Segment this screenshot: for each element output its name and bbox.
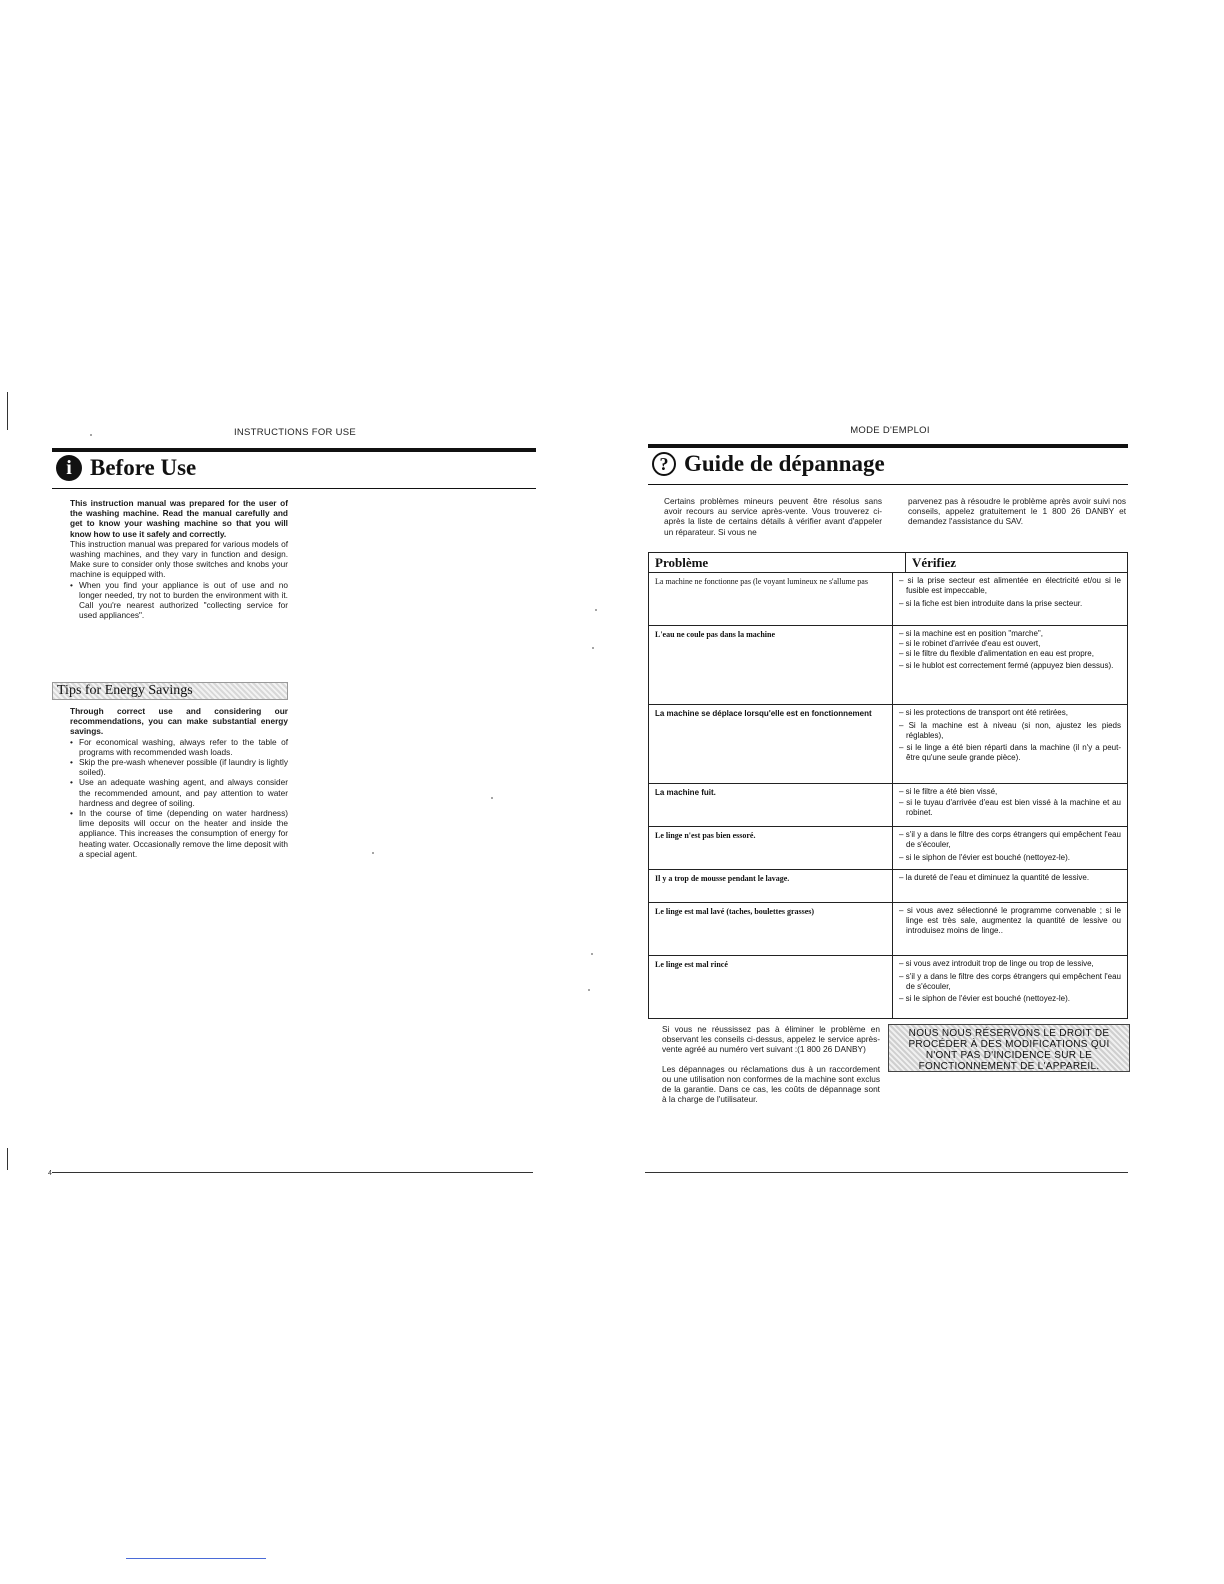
footer-paragraph-1: Si vous ne réussissez pas à éliminer le problème en observant les conseils ci-dessus, appelez le service après-vente agréé au numéro vert suivant :(1 800 26 DANBY) bbox=[662, 1024, 880, 1055]
intro-paragraph: This instruction manual was prepared for various models of washing machines, and they vary in function and design. Make sure to consider only those switches and knobs your machine is equipped with. bbox=[70, 538, 288, 580]
problem-cell: Le linge n'est pas bien essoré. bbox=[649, 827, 893, 869]
check-item: – si le filtre a été bien vissé, bbox=[899, 787, 998, 796]
check-item: – si le hublot est correctement fermé (appuyez bien dessus). bbox=[899, 661, 1114, 671]
scan-speck bbox=[591, 953, 593, 955]
left-title-rule bbox=[52, 488, 536, 489]
energy-bold-paragraph: Through correct use and considering our recommendations, you can make substantial energy savings. bbox=[70, 706, 288, 737]
problem-cell: Il y a trop de mousse pendant le lavage. bbox=[649, 870, 893, 902]
modification-notice: NOUS NOUS RÉSERVONS LE DROIT DE PROCÉDER À DES MODIFICATIONS QUI N'ONT PAS D'INCIDENCE SUR LE FONCTIONNEMENT DE L'APPAREIL. bbox=[888, 1024, 1130, 1072]
check-cell bbox=[893, 827, 1127, 869]
check-item: – la dureté de l'eau et diminuez la quantité de lessive. bbox=[899, 873, 1090, 882]
list-item: • Use an adequate washing agent, and always consider the recommended amount, and pay attention to water hardness and degree of soiling. bbox=[70, 777, 288, 808]
intro-bullet-list bbox=[70, 580, 288, 621]
right-page-title bbox=[652, 451, 885, 477]
intro-col1-text: Certains problèmes mineurs peuvent être résolus sans avoir recours au service après-vente. Vous trouverez ci-après la liste de certains détails à vérifier avant d'appeler un réparateur. Si vous ne bbox=[664, 496, 882, 537]
scan-speck bbox=[491, 797, 493, 799]
problem-cell: La machine se déplace lorsqu'elle est en fonctionnement bbox=[649, 705, 893, 783]
table-row bbox=[649, 827, 1127, 870]
problem-cell: L'eau ne coule pas dans la machine bbox=[649, 626, 893, 704]
page-edge-line bbox=[7, 1148, 8, 1170]
check-item: – s'il y a dans le filtre des corps étrangers qui empêchent l'eau de s'écouler, bbox=[899, 971, 1121, 991]
energy-savings-section-title bbox=[52, 682, 288, 700]
problem-cell: Le linge est mal rincé bbox=[649, 956, 893, 1018]
check-item: – si la fiche est bien introduite dans la prise secteur. bbox=[899, 598, 1083, 608]
list-item: • Skip the pre-wash whenever possible (if laundry is lightly soiled). bbox=[70, 757, 288, 777]
check-cell bbox=[893, 870, 1127, 902]
check-item: – si la machine est en position "marche", bbox=[899, 629, 1043, 638]
intro-bold-paragraph: This instruction manual was prepared for the user of the washing machine. Read the manual carefully and get to know your washing machine so that you will know how to use it safely and correctly. bbox=[70, 498, 288, 539]
left-page-title bbox=[56, 455, 196, 481]
problem-cell: La machine fuit. bbox=[649, 784, 893, 826]
check-cell bbox=[893, 573, 1127, 625]
energy-bullet-list bbox=[70, 737, 288, 859]
list-item: • When you find your appliance is out of use and no longer needed, try not to burden the environment with it. Call you're nearest authorized "collecting service for used appliances". bbox=[70, 580, 288, 621]
check-cell bbox=[893, 956, 1127, 1018]
list-item: • In the course of time (depending on water hardness) lime deposits will occur on the heater and inside the appliance. This increases the consumption of energy for heating water. Occasionally remove the lime deposit with a special agent. bbox=[70, 808, 288, 859]
table-row bbox=[649, 784, 1127, 827]
check-item: – si le tuyau d'arrivée d'eau est bien vissé à la machine et au robinet. bbox=[899, 797, 1121, 817]
right-intro-col1 bbox=[664, 496, 882, 543]
table-row bbox=[649, 705, 1127, 784]
right-title-text: Guide de dépannage bbox=[684, 451, 885, 476]
check-item: – si le robinet d'arrivée d'eau est ouvert, bbox=[899, 638, 1041, 648]
check-item: – Si la machine est à niveau (si non, ajustez les pieds réglables), bbox=[899, 720, 1121, 740]
right-page-header: MODE D'EMPLOI bbox=[850, 425, 930, 436]
check-item: – si les protections de transport ont été retirées, bbox=[899, 708, 1068, 717]
check-cell bbox=[893, 903, 1127, 955]
check-cell bbox=[893, 784, 1127, 826]
scan-underline-mark bbox=[126, 1558, 266, 1559]
table-header bbox=[649, 553, 1127, 573]
table-row bbox=[649, 573, 1127, 626]
check-item: – si vous avez introduit trop de linge ou trop de lessive, bbox=[899, 959, 1094, 968]
check-item: – s'il y a dans le filtre des corps étrangers qui empêchent l'eau de s'écouler, bbox=[899, 830, 1121, 849]
left-footer-rule bbox=[52, 1172, 533, 1173]
right-footer-rule bbox=[645, 1172, 1128, 1173]
scan-speck bbox=[588, 989, 590, 991]
scan-speck bbox=[372, 852, 374, 854]
check-item: – si le siphon de l'évier est bouché (nettoyez-le). bbox=[899, 994, 1070, 1004]
problem-cell: Le linge est mal lavé (taches, boulettes grasses) bbox=[649, 903, 893, 955]
right-footer-column bbox=[662, 1024, 880, 1110]
scan-speck bbox=[595, 609, 597, 611]
info-icon: i bbox=[56, 455, 82, 481]
check-item: – si le siphon de l'évier est bouché (nettoyez-le). bbox=[899, 852, 1070, 862]
check-item: – si vous avez sélectionné le programme convenable ; si le linge est très sale, augmentez la quantité de lessive ou introduisez moins de linge.. bbox=[899, 906, 1121, 935]
header-probleme: Problème bbox=[649, 553, 906, 572]
section-title-text: Tips for Energy Savings bbox=[57, 683, 193, 698]
right-intro-col2 bbox=[908, 496, 1126, 533]
page-edge-line bbox=[7, 392, 8, 430]
table-row bbox=[649, 626, 1127, 705]
left-title-text: Before Use bbox=[90, 455, 197, 480]
troubleshooting-table bbox=[648, 552, 1128, 1019]
header-verifiez: Vérifiez bbox=[912, 555, 957, 570]
table-row bbox=[649, 956, 1127, 1018]
left-energy-column bbox=[70, 706, 288, 859]
left-header-rule bbox=[52, 448, 536, 452]
right-header-rule bbox=[648, 444, 1128, 448]
footer-paragraph-2: Les dépannages ou réclamations dus à un raccordement ou une utilisation non conformes de la machine sont exclus de la garantie. Dans ce cas, les coûts de dépannage sont à la charge de l'utilisateur. bbox=[662, 1063, 880, 1105]
scan-speck bbox=[592, 647, 594, 649]
intro-col2-text: parvenez pas à résoudre le problème après avoir suivi nos conseils, appelez gratuitement le 1 800 26 DANBY et demandez l'assistance du SAV. bbox=[908, 496, 1126, 527]
check-item: – si le filtre du flexible d'alimentation en eau est propre, bbox=[899, 648, 1094, 658]
question-circle-icon: ? bbox=[652, 452, 676, 476]
list-item: • For economical washing, always refer to the table of programs with recommended wash loads. bbox=[70, 737, 288, 757]
check-cell bbox=[893, 626, 1127, 704]
table-row bbox=[649, 903, 1127, 956]
check-item: – si la prise secteur est alimentée en électricité et/ou si le fusible est impeccable, bbox=[899, 576, 1121, 595]
page-number: 4 bbox=[48, 1170, 52, 1177]
check-cell bbox=[893, 705, 1127, 783]
check-item: – si le linge a été bien réparti dans la machine (il n'y a peut-être qu'une seule grande pièce). bbox=[899, 743, 1121, 763]
problem-cell: La machine ne fonctionne pas (le voyant lumineux ne s'allume pas bbox=[649, 573, 893, 625]
scan-speck bbox=[90, 434, 92, 436]
left-intro-column bbox=[70, 498, 288, 620]
left-page-header: INSTRUCTIONS FOR USE bbox=[233, 427, 357, 438]
table-row bbox=[649, 870, 1127, 903]
right-title-rule bbox=[648, 484, 1128, 485]
